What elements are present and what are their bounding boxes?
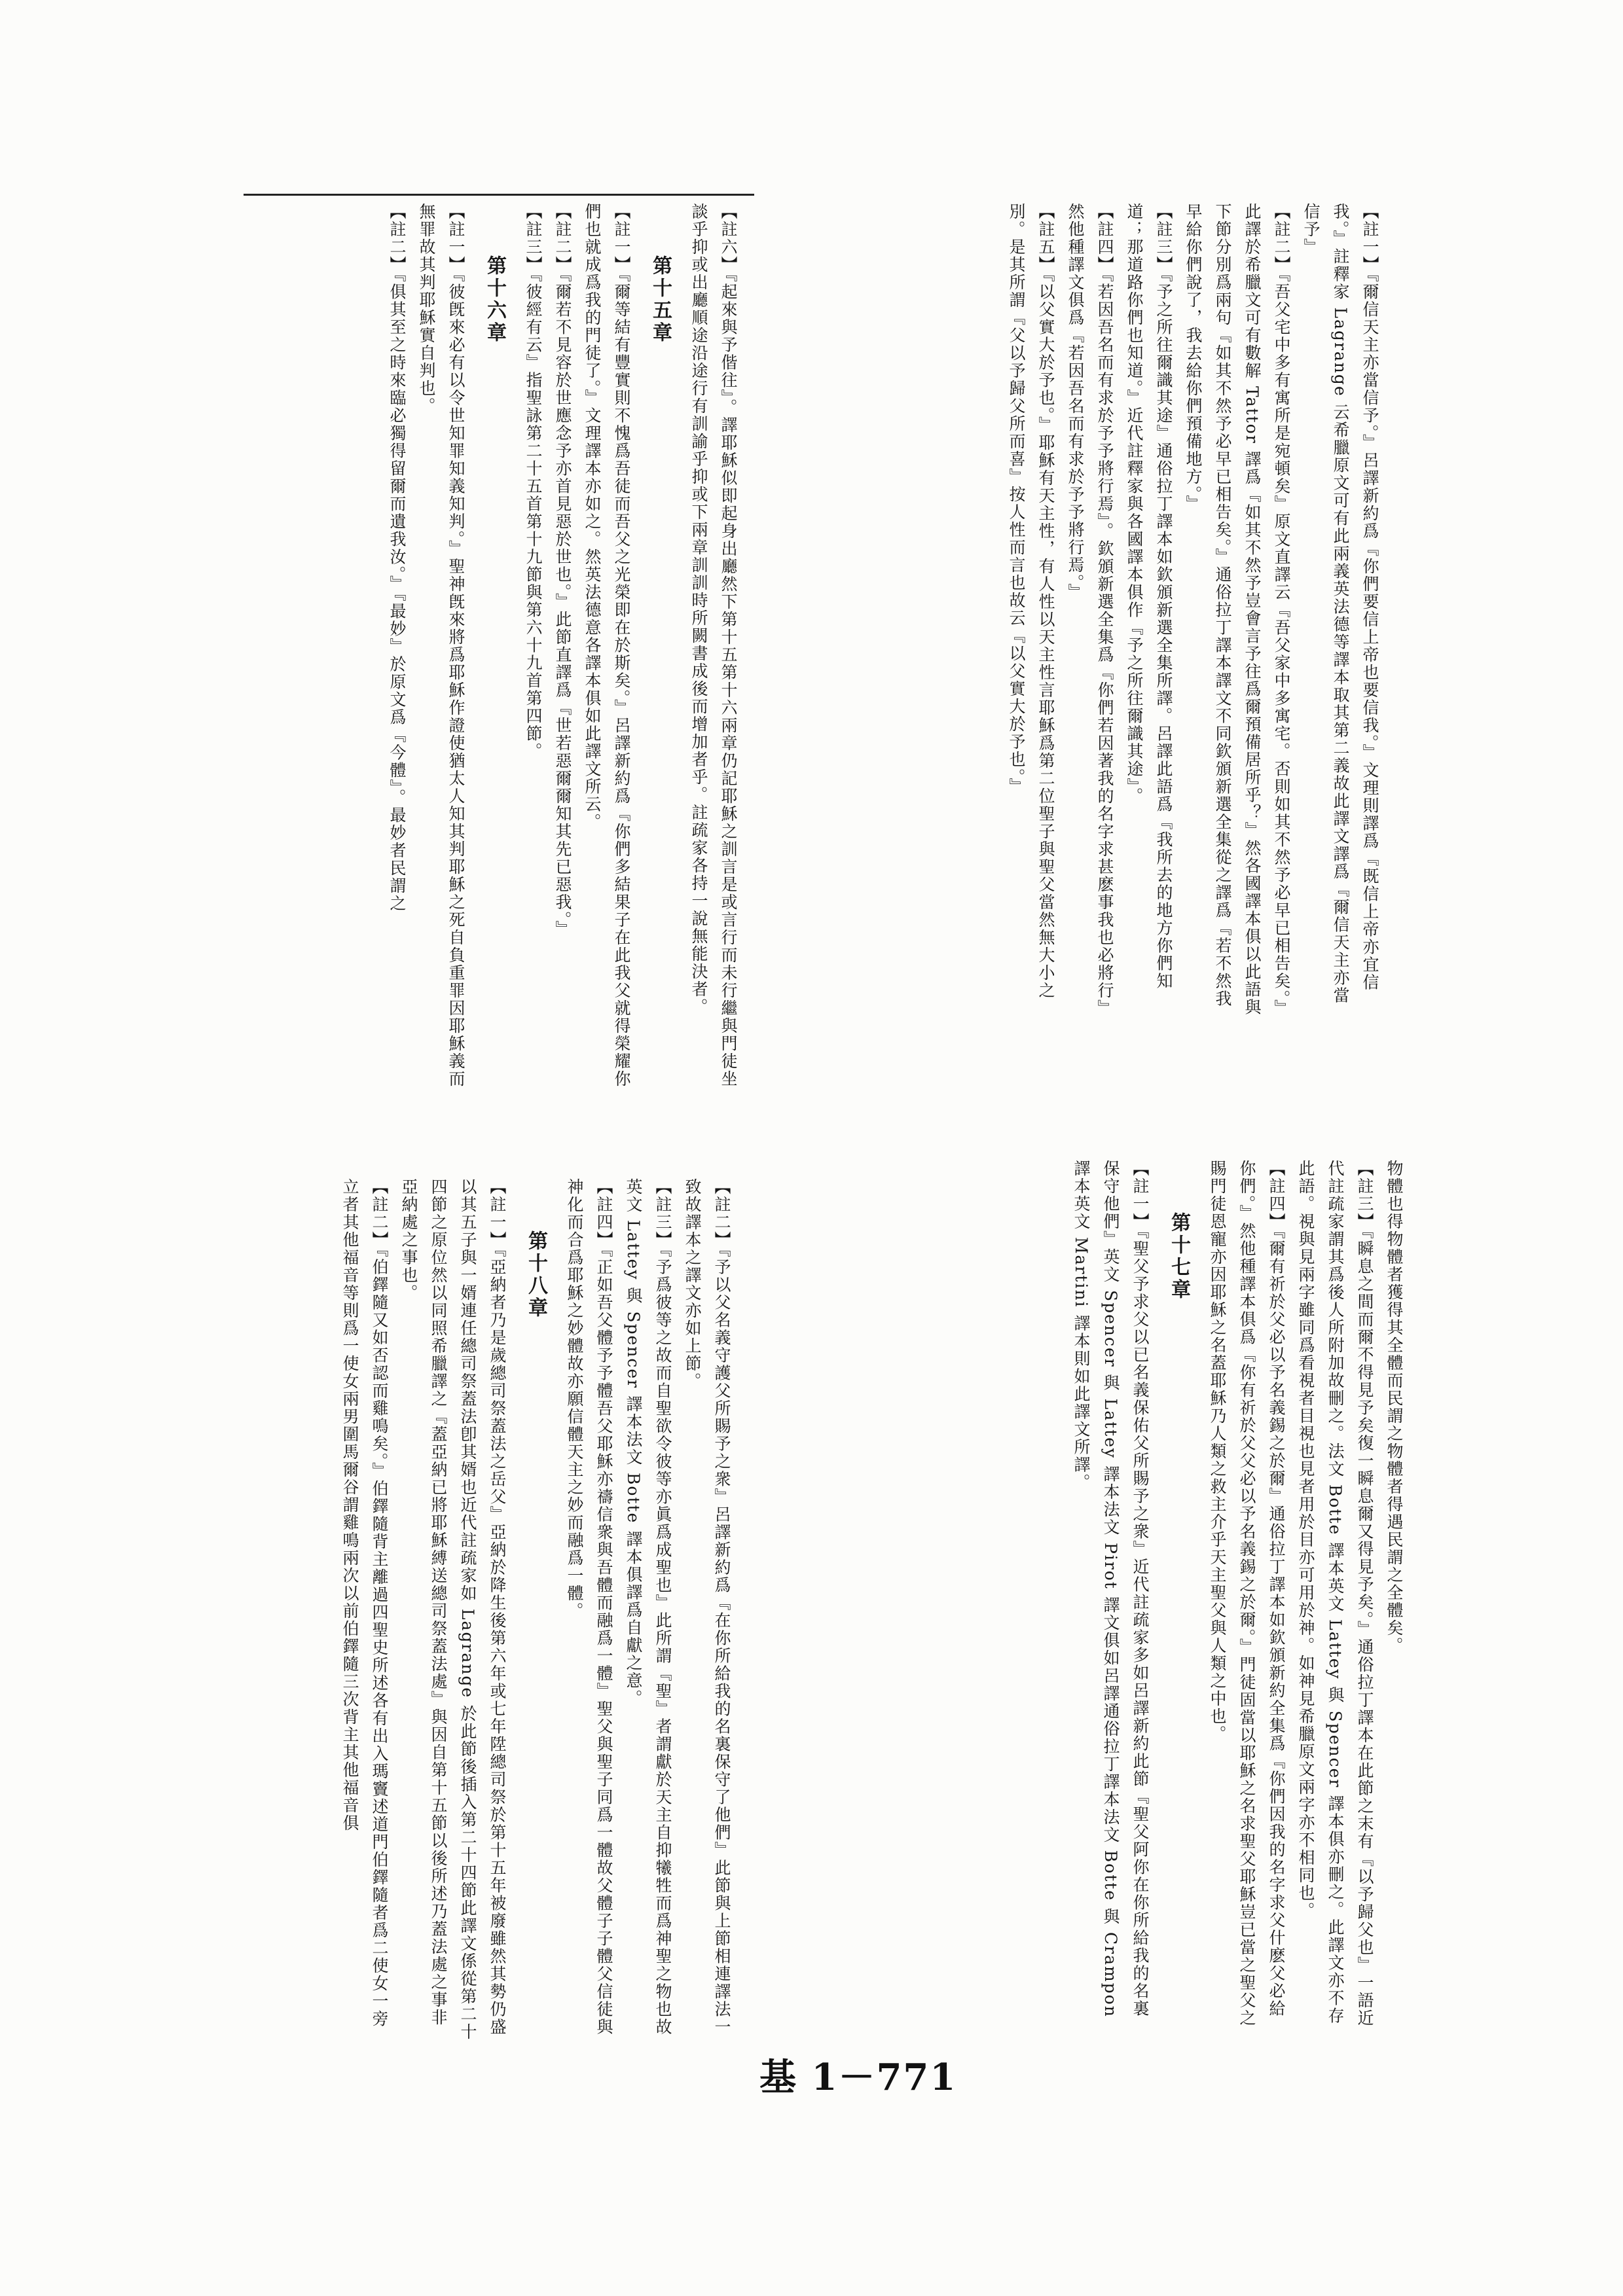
footnote: 【註四】『正如吾父體予予體吾父耶穌亦禱信衆與吾體而融爲一體』聖父與聖子同爲一體故父體子子體父信徒與神化而合爲耶穌之妙體故亦願信體天主之妙而融爲一體。 [565,1178,613,2036]
chapter-heading: 第十五章 [649,255,672,344]
footnote: 【註六】『起來與予偕往』。譯耶穌似即起身出廳然下第十五第十六兩章仍記耶穌之訓言是或言行而未行繼與門徒坐談乎抑或出廳順途沿途行有訓諭乎抑或下兩章訓訓時所闕書成後而增加者乎。註疏家各持一說無能決者。 [689,203,738,1088]
footnote: 【註四】『若因吾名而有求於予予將行焉』。欽頒新選全集爲『你們若因著我的名字求甚麽事我也必將行』然他種譯文俱爲『若因吾名而有求於予予將行焉。』 [1066,203,1114,1017]
text-block-top-right [979,203,1385,1021]
footnote: 【註二】『爾若不見容於世應念予亦首見惡於世也。』此節直譯爲『世若惡爾爾知其先已惡我。』 [553,203,572,939]
footnote: 【註二】『予以父名義守護父所賜予之衆』呂譯新約爲『在你所給我的名裏保守了他們』此節與上節相連譯法一致故譯本之譯文亦如上節。 [683,1178,731,2036]
chapter-heading: 第十八章 [524,1230,547,1319]
footnote: 【註四】『爾有祈於父必以予名義錫之於爾』通俗拉丁譯本如欽頒新約全集爲『你們因我的名字求父什麽父必給你們。』然他種譯本俱爲『你有祈於父父必以予名義錫之於爾。』門徒固當以耶穌之名求聖父耶穌豈已當之聖父之賜門徒恩寵亦因耶穌之名蓋耶穌乃人類之救主介乎天主聖父與人類之中也。 [1208,1160,1286,2027]
footnote: 【註三】『予爲彼等之故而自聖欲令彼等亦眞爲成聖也』此所謂『聖』者謂獻於天主自抑犧牲而爲神聖之物也故英文 Lattey 與 Spencer 譯本法文 Botte 譯本俱譯爲自獻之意。 [624,1178,672,2036]
text-block-bottom-left [298,1178,737,2042]
footnote-continuation: 物體也得物體者獲得其全體而民謂之物體者得遇民謂之全體矣。 [1385,1160,1404,1655]
footnote: 【註一】『聖父予求父以已名義保佑父所賜予之衆』近代註疏家多如呂譯新約此節『聖父阿你在你所給我的名裏保守他們』英文 Spencer 與 Lattey 譯本法文 Pirot 譯文俱如呂譯通俗拉丁譯本法文 Botte 與 Crampon 譯本英文 Martini 譯本則如此譯文所譯。 [1072,1160,1150,2018]
footnote: 【註一】『爾等結有豐實則不愧爲吾徒而吾父之光榮即在於斯矣。』呂譯新約爲『你們多結果子在此我父就得榮耀你們也就成爲我的門徒了。』文理譯本亦如之。然英法德意各譯本俱如此譯文所云。 [583,203,631,1088]
chapter-heading: 第十六章 [483,255,506,344]
footnote: 【註三】『瞬息之間而爾不得見予矣復一瞬息爾又得見予矣。』通俗拉丁譯本在此節之末有『以予歸父也』一語近代註疏家謂其爲後人所附加故刪之。法文 Botte 譯本英文 Lattey 與 Spencer 譯本俱亦刪之。此譯文亦不存此語。視與見兩字雖同爲看視者目視也見者用於目亦可用於神。如神見希臘原文兩字亦不相同也。 [1296,1160,1374,2027]
footnote: 【註二】『俱其至之時來臨必獨得留爾而遺我汝。』『最妙』於原文爲『今體』。最妙者民謂之 [388,203,407,912]
footnote: 【註五】『以父實大於予也。』耶穌有天主性，有人性以天主性言耶穌爲第二位聖子與聖父當然無大小之別。是其所謂『父以予歸父所而喜』按人性而言也故云『以父實大於予也。』 [1007,203,1055,999]
footnote: 【註一】『彼旣來必有以令世知罪知義知判。』聖神旣來將爲耶穌作證使猶太人知其判耶穌之死自負重罪因耶穌義而無罪故其判耶穌實自判也。 [417,203,465,1088]
footnote: 【註三】『予之所往爾識其途』通俗拉丁譯本如欽頒新選全集所譯。呂譯此語爲『我所去的地方你們知道；那道路你們也知道。』近代註釋家與各國譯本俱作『予之所往爾識其途』。 [1125,203,1173,990]
footnote: 【註二】『伯鐸隨又如否認而雞鳴矣。』伯鐸隨背主離過四聖史所述各有出入瑪竇述道門伯鐸隨者爲二使女一旁立者其他福音等則爲一使女兩男圍馬爾谷謂雞鳴兩次以前伯鐸隨三次背主其他福音俱 [340,1178,389,2028]
text-block-bottom-right [938,1160,1409,2034]
text-block-top-left [285,203,743,1100]
footnote: 【註一】『亞納者乃是歲總司祭蓋法之岳父』亞納於降生後第六年或七年陞總司祭於第十五年被廢雖然其勢仍盛以其五子與一婿連任總司祭蓋法卽其婿也近代註疏家如 Lagrange 於此節後插入第二十四節此譯文係從第二十四節之原位然以同照希臘譯之『蓋亞納已將耶穌縛送總司祭蓋法處』與因自第十五節以後所述乃蓋法處之事非亞納處之事也。 [399,1178,507,2041]
footnote: 【註一】『爾信天主亦當信予。』呂譯新約爲『你們要信上帝也要信我。』文理則譯爲『既信上帝亦宜信我。』註釋家 Lagrange 云希臘原文可有此兩義英法德等譯本取其第二義故此譯文譯爲『爾信天主亦當信予』 [1302,203,1379,1005]
chapter-heading: 第十七章 [1167,1212,1190,1301]
top-rule-line [244,194,754,196]
footnote: 【註三】『彼經有云』指聖詠第二十五首第十九節與第六十九首第四節。 [524,203,543,761]
page-number: 基 1－771 [759,2056,957,2099]
footnote: 【註二】『吾父宅中多有寓所是宛頓矣』原文直譯云『吾父家中多寓宅。否則如其不然予必早已相告矣。』此譯於希臘文可有數解 Tattor 譯爲『如其不然予豈會言予往爲爾預備居所乎？』然各國譯本俱以此語與下節分別爲兩句『如其不然予必早已相告矣。』通俗拉丁譯本譯文不同欽頒新選全集從之譯爲『若不然我早給你們說了，我去給你們預備地方。』 [1184,203,1291,1017]
